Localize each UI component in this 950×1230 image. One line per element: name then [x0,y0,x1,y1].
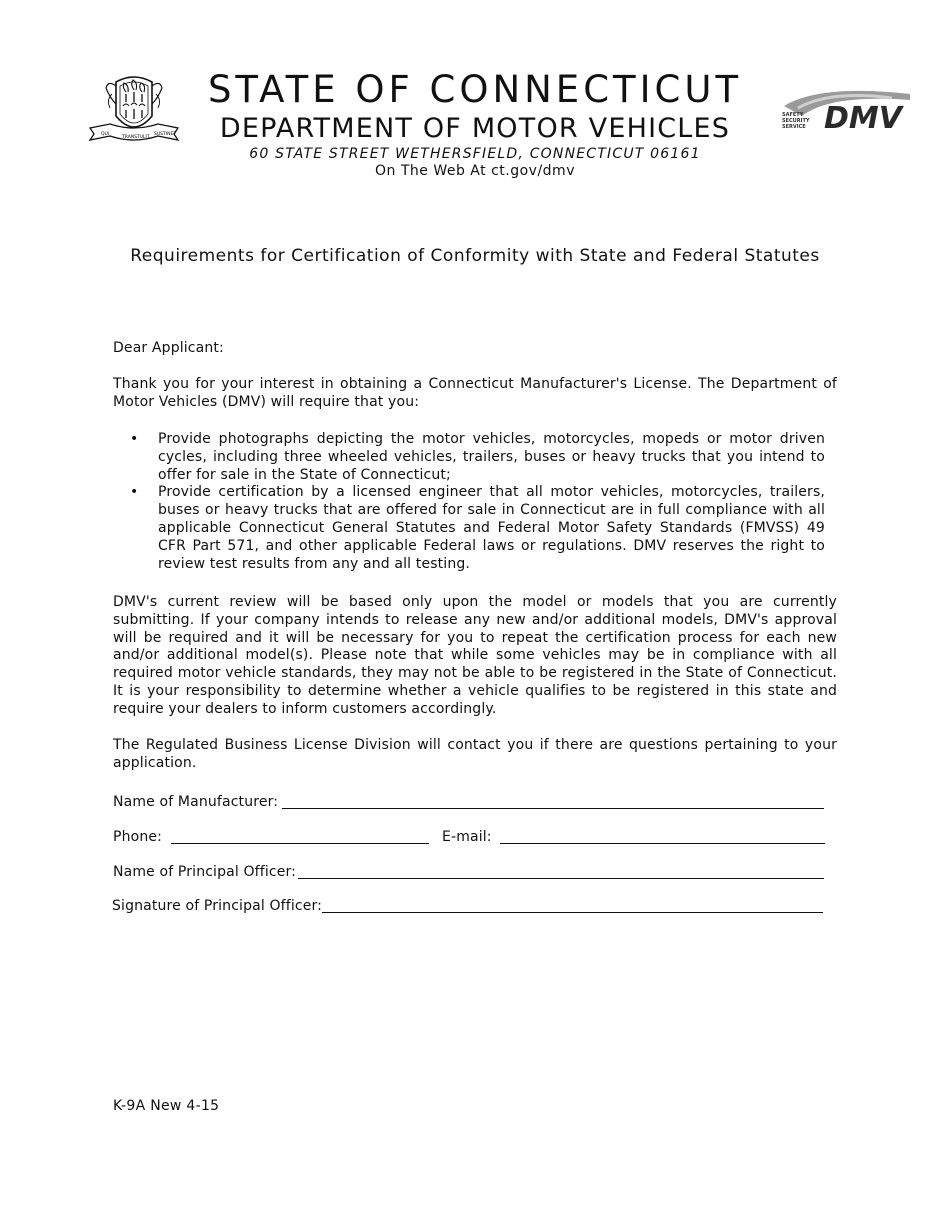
manufacturer-label: Name of Manufacturer: [113,794,279,810]
phone-label: Phone: [113,829,162,845]
principal-officer-label: Name of Principal Officer: [113,864,297,880]
review-paragraph: DMV's current review will be based only upon the model or models that you are currently submitting. If your company intends to release any new and/or additional models, DMV's approval will be required and it will be necessary for you to repeat the certification process for each new and/or additional model(s). Please note that while some vehicles may be in compliance with all required motor vehicle standards, they may not be able to be registered in the State of Connecticut. It is your responsibility to determine whether a vehicle qualifies to be registered in this state and require your dealers to inform customers accordingly. [113,594,837,717]
principal-officer-field[interactable] [298,878,824,879]
form-id: K-9A New 4-15 [113,1098,220,1114]
list-item [113,431,825,484]
department-heading: DEPARTMENT OF MOTOR VEHICLES [219,113,731,144]
dmv-tagline-safety: SAFETY [782,112,804,118]
department-address: 60 STATE STREET WETHERSFIELD, CONNECTICUT 06161 [249,146,701,162]
email-label: E-mail: [442,829,492,845]
dmv-logo-icon [780,86,912,132]
manufacturer-field[interactable] [282,808,824,809]
state-heading: STATE OF CONNECTICUT [207,68,743,111]
dmv-tagline-service: SERVICE [782,124,806,130]
signature-label: Signature of Principal Officer: [112,898,322,914]
dmv-logo-text: DMV [824,101,902,132]
contact-paragraph: The Regulated Business License Division will contact you if there are questions pertaining to your application. [113,737,837,771]
department-website: On The Web At ct.gov/dmv [375,163,575,179]
bullet-icon: • [130,431,139,447]
document-title: Requirements for Certification of Conformity with State and Federal Statutes [130,246,820,266]
requirement-photographs: Provide photographs depicting the motor vehicles, motorcycles, mopeds or motor driven cycles, including three wheeled vehicles, trailers, buses or heavy trucks that you intend to offer for sale in the State of Connecticut; [158,431,825,483]
list-item [113,484,825,573]
phone-field[interactable] [171,843,429,844]
intro-paragraph: Thank you for your interest in obtaining a Connecticut Manufacturer's License. The Department of Motor Vehicles (DMV) will require that you: [113,376,837,410]
dmv-tagline-security: SECURITY [782,118,810,124]
signature-field[interactable] [322,912,823,913]
seal-banner-left: QUI [101,132,110,137]
bullet-icon: • [130,484,139,501]
requirement-certification: Provide certification by a licensed engineer that all motor vehicles, motorcycles, trailers, buses or heavy trucks that are offered for sale in Connecticut are in full compliance with all applicable Connecticut General Statutes and Federal Motor Safety Standards (FMVSS) 49 CFR Part 571, and other applicable Federal laws or regulations. DMV reserves the right to review test results from any and all testing. [158,484,825,572]
greeting: Dear Applicant: [113,340,224,356]
requirements-list [113,431,825,573]
email-field[interactable] [500,843,825,844]
seal-banner-right: SUSTINET [154,132,177,137]
seal-banner-center: TRANSTULIT [122,135,150,140]
